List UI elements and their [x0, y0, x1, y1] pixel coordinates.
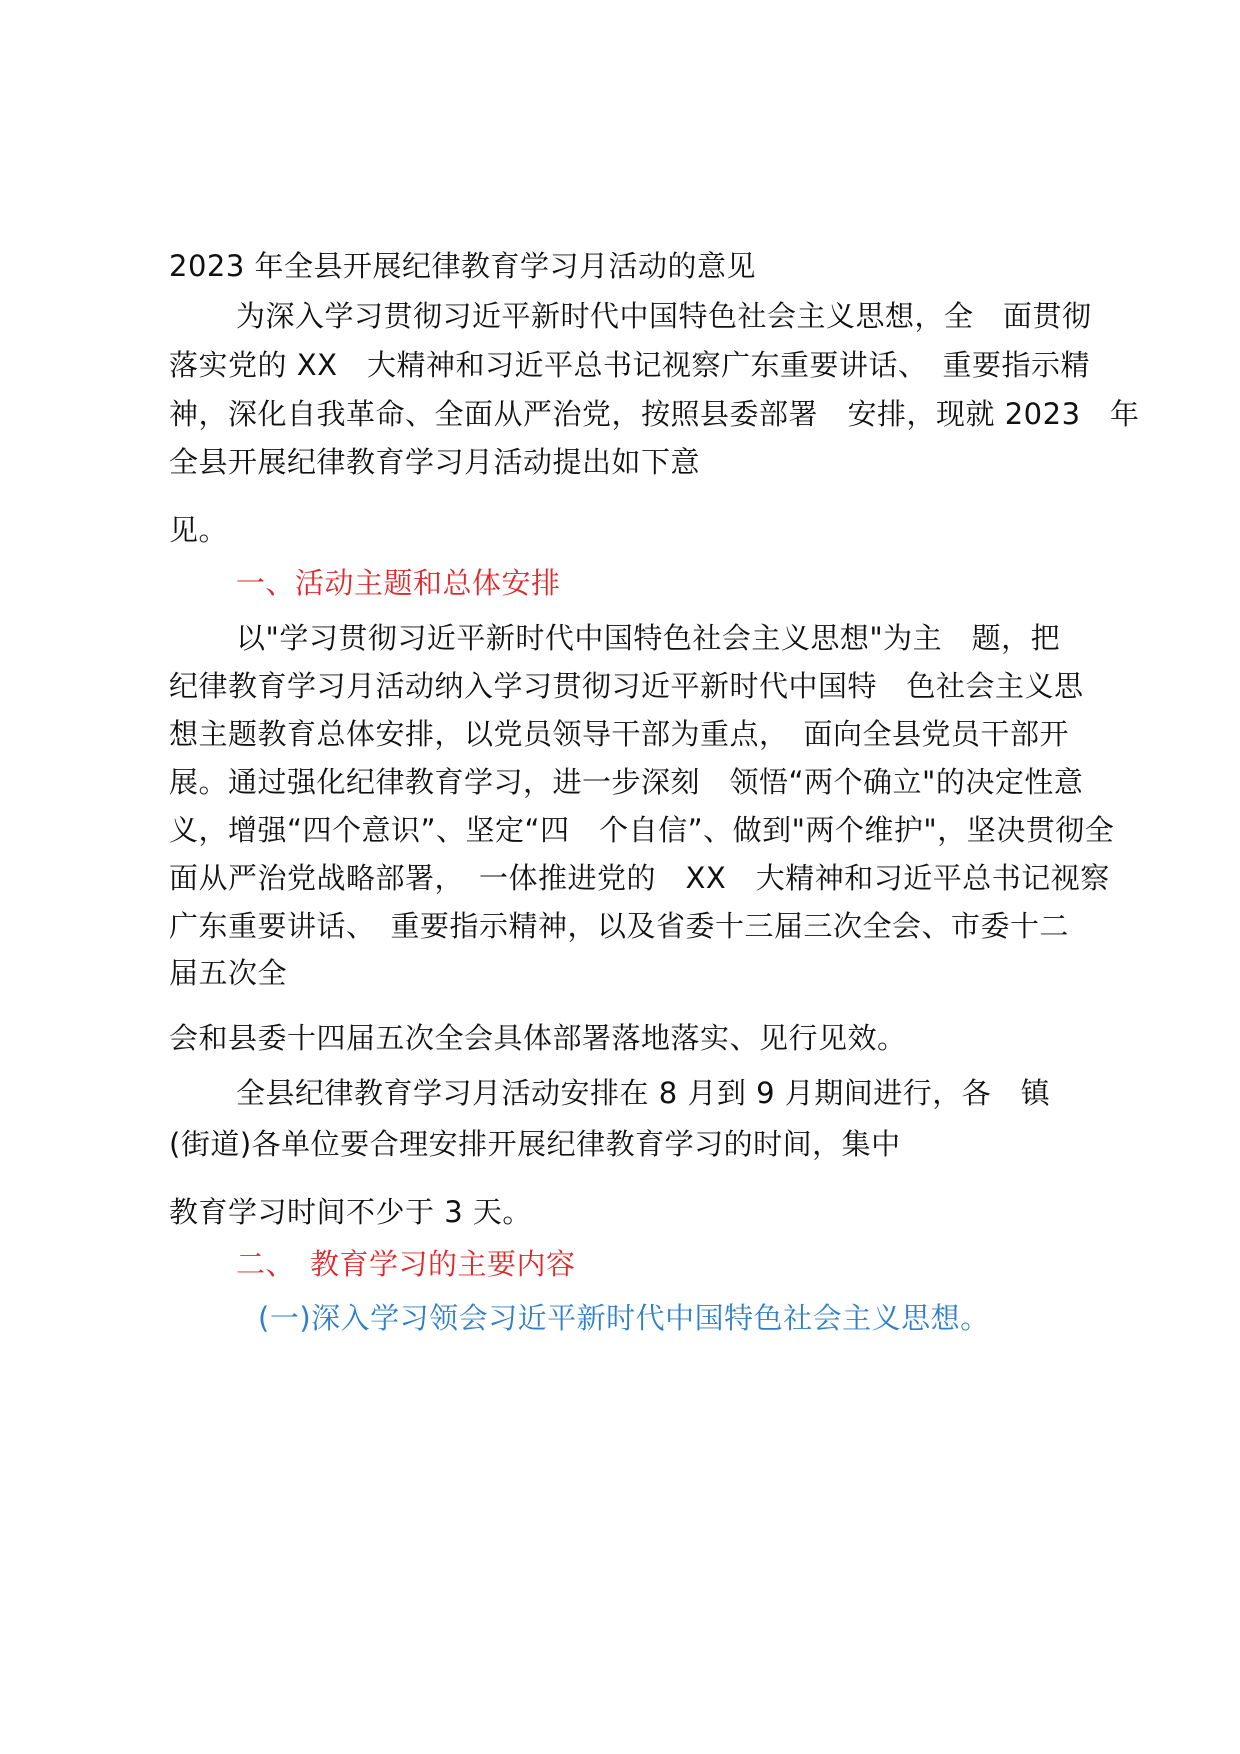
section-1-line-8: 届五次全: [169, 956, 288, 990]
section-1-para-2-end-line: 教育学习时间不少于 3 天。: [169, 1195, 532, 1229]
section-2-heading: 二、 教育学习的主要内容: [236, 1247, 576, 1281]
intro-line-1: 为深入学习贯彻习近平新时代中国特色社会主义思想，全 面贯彻: [236, 299, 1092, 333]
section-1-para-2-line-1: 全县纪律教育学习月活动安排在 8 月到 9 月期间进行，各 镇: [236, 1076, 1051, 1110]
section-1-line-2: 纪律教育学习月活动纳入学习贯彻习近平新时代中国特 色社会主义思: [169, 669, 1084, 703]
section-1-line-5: 义，增强“四个意识”、坚定“四 个自信”、做到"两个维护"，坚决贯彻全: [169, 813, 1115, 847]
section-1-line-4: 展。通过强化纪律教育学习，进一步深刻 领悟“两个确立"的决定性意: [169, 765, 1084, 799]
section-1-end-line: 会和县委十四届五次全会具体部署落地落实、见行见效。: [169, 1021, 907, 1055]
section-1-line-3: 想主题教育总体安排，以党员领导干部为重点， 面向全县党员干部开: [169, 717, 1070, 751]
intro-line-4: 全县开展纪律教育学习月活动提出如下意: [169, 445, 701, 479]
section-1-para-2-line-2: (街道)各单位要合理安排开展纪律教育学习的时间，集中: [169, 1127, 901, 1161]
document-title: 2023 年全县开展纪律教育学习月活动的意见: [169, 249, 757, 283]
intro-line-3: 神，深化自我革命、全面从严治党，按照县委部署 安排，现就 2023 年: [169, 397, 1140, 431]
section-1-heading: 一、活动主题和总体安排: [236, 566, 561, 600]
intro-end-line: 见。: [169, 513, 229, 547]
section-1-line-1: 以"学习贯彻习近平新时代中国特色社会主义思想"为主 题，把: [236, 621, 1061, 655]
section-1-line-6: 面从严治党战略部署， 一体推进党的 XX 大精神和习近平总书记视察: [169, 861, 1110, 895]
intro-line-2: 落实党的 XX 大精神和习近平总书记视察广东重要讲话、 重要指示精: [169, 348, 1090, 382]
section-1-line-7: 广东重要讲话、 重要指示精神，以及省委十三届三次全会、市委十二: [169, 909, 1070, 943]
subsection-1-heading: (一)深入学习领会习近平新时代中国特色社会主义思想。: [258, 1301, 990, 1335]
